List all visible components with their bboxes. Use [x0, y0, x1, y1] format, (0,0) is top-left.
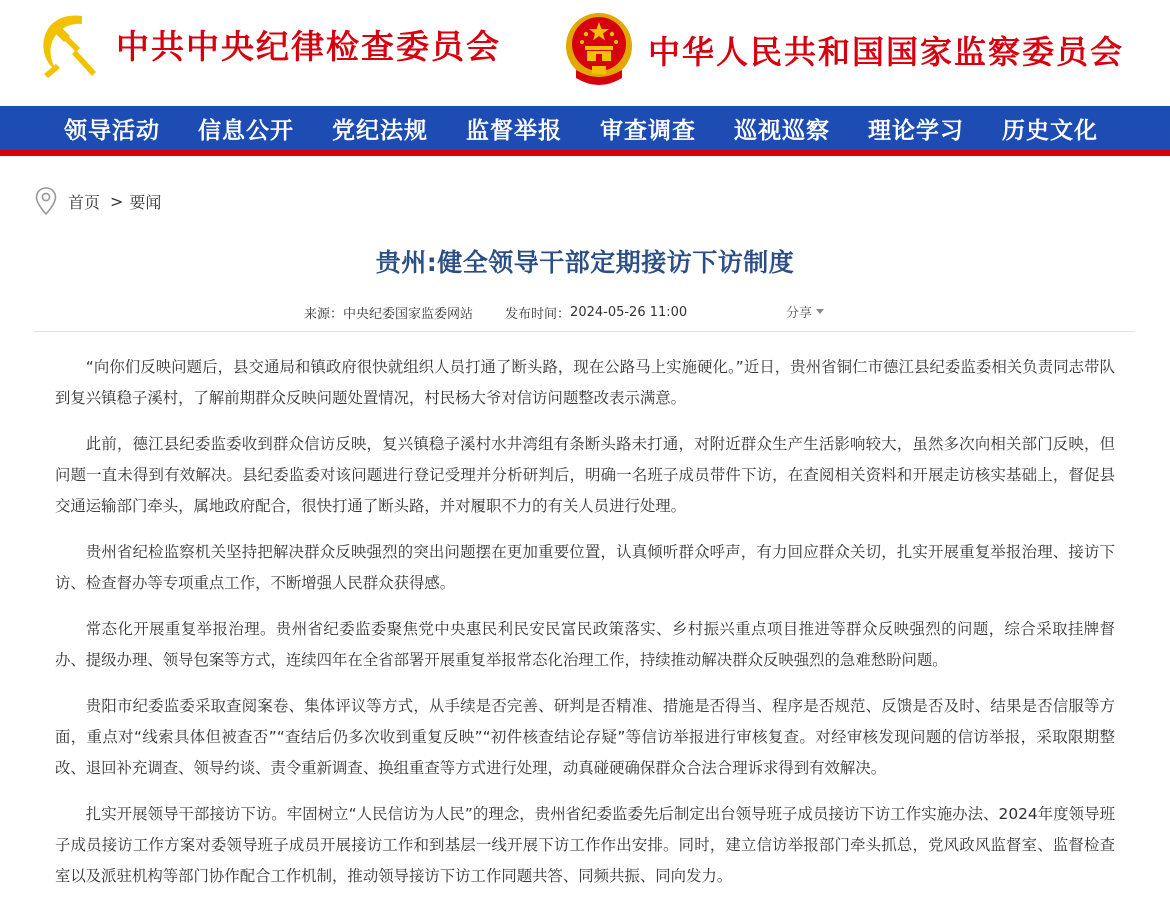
article-paragraph: 常态化开展重复举报治理。贵州省纪委监委聚焦党中央惠民利民安民富民政策落实、乡村振兴重点项目推进等群众反映强烈的问题，综合采取挂牌督办、提级办理、领导包案等方式，连续四年在全省部署开展重复举报常态化治理工作，持续推动解决群众反映强烈的急难愁盼问题。: [55, 620, 1115, 669]
nav-item-history[interactable]: 历史文化: [1002, 116, 1098, 144]
nav-item-regulations[interactable]: 党纪法规: [332, 116, 428, 144]
article-meta: [304, 303, 687, 322]
caret-down-icon: [816, 309, 824, 314]
main-nav: [0, 106, 1170, 156]
article-title: 贵州:健全领导干部定期接访下访制度: [375, 248, 795, 277]
meta-divider: [34, 331, 1135, 332]
national-emblem-icon: [562, 8, 636, 92]
nav-item-leadership[interactable]: 领导活动: [64, 116, 160, 144]
nsc-org-name: 中华人民共和国国家监察委员会: [648, 33, 1125, 71]
publish-time-value: 2024-05-26 11:00: [570, 305, 688, 320]
article-paragraph: “向你们反映问题后，县交通局和镇政府很快就组织人员打通了断头路，现在公路马上实施硬化。”近日，贵州省铜仁市德江县纪委监委相关负责同志带队到复兴镇稳子溪村，了解前期群众反映问题处置情况，村民杨大爷对信访问题整改表示满意。: [55, 358, 1115, 407]
location-pin-icon: [34, 186, 58, 216]
nav-item-supervision-report[interactable]: 监督举报: [466, 116, 562, 144]
article-paragraph: 此前，德江县纪委监委收到群众信访反映，复兴镇稳子溪村水井湾组有条断头路未打通，对附近群众生产生活影响较大，虽然多次向相关部门反映，但问题一直未得到有效解决。县纪委监委对该问题进行登记受理并分析研判后，明确一名班子成员带件下访，在查阅相关资料和开展走访核实基础上，督促县交通运输部门牵头，属地政府配合，很快打通了断头路，并对履职不力的有关人员进行处理。: [55, 435, 1115, 515]
breadcrumb-current-link[interactable]: 要闻: [129, 192, 162, 212]
share-label: 分享: [786, 306, 813, 321]
party-emblem-icon: [36, 8, 102, 80]
nsc-logo-group[interactable]: [562, 8, 1124, 92]
nav-item-inspection[interactable]: 巡视巡察: [734, 116, 830, 144]
site-header: [0, 0, 1170, 106]
article-paragraph: 贵阳市纪委监委采取查阅案卷、集体评议等方式，从手续是否完善、研判是否精准、措施是否得当、程序是否规范、反馈是否及时、结果是否信服等方面，重点对“线索具体但被查否”“查结后仍多次收到重复反映”“初件核查结论存疑”等信访举报进行审核复查。对经审核发现问题的信访举报，采取限期整改、退回补充调查、领导约谈、责令重新调查、换组重查等方式进行处理，动真碰硬确保群众合法合理诉求得到有效解决。: [55, 697, 1115, 777]
source-value: 中央纪委国家监委网站: [343, 307, 474, 322]
nav-item-investigation[interactable]: 审查调查: [600, 116, 696, 144]
source-label: 来源：: [304, 307, 344, 322]
article-body: [55, 352, 1115, 907]
breadcrumb: [34, 186, 161, 216]
breadcrumb-home-link[interactable]: 首页: [68, 192, 101, 212]
nav-item-disclosure[interactable]: 信息公开: [198, 116, 294, 144]
ccdi-logo-group[interactable]: [36, 8, 501, 80]
share-button[interactable]: [786, 302, 824, 321]
breadcrumb-separator: >: [110, 191, 124, 211]
nav-item-theory[interactable]: 理论学习: [868, 116, 964, 144]
ccdi-org-name: 中共中央纪律检查委员会: [116, 26, 501, 66]
publish-time-label: 发布时间：: [505, 307, 571, 322]
article-paragraph: 贵州省纪检监察机关坚持把解决群众反映强烈的突出问题摆在更加重要位置，认真倾听群众呼声，有力回应群众关切，扎实开展重复举报治理、接访下访、检查督办等专项重点工作，不断增强人民群众获得感。: [55, 543, 1115, 592]
article-paragraph: 扎实开展领导干部接访下访。牢固树立“人民信访为人民”的理念，贵州省纪委监委先后制定出台领导班子成员接访下访工作实施办法、2024年度领导班子成员接访工作方案对委领导班子成员开展接访工作和到基层一线开展下访工作作出安排。同时，建立信访举报部门牵头抓总，党风政风监督室、监督检查室以及派驻机构等部门协作配合工作机制，推动领导接访下访工作同题共答、同频共振、同向发力。: [55, 805, 1115, 885]
